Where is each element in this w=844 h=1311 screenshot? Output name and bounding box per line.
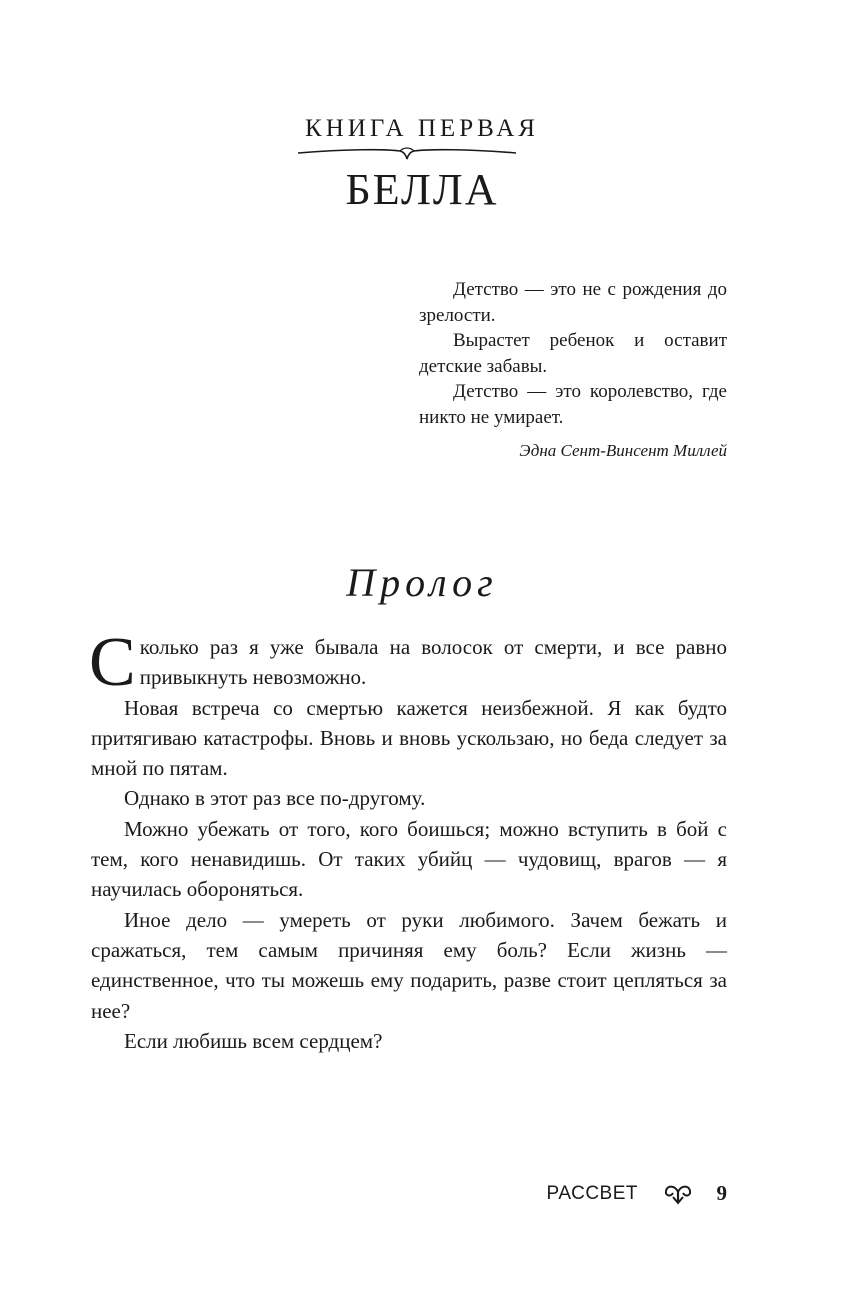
- epigraph-line: Вырастет ребенок и оставит детские забавы.: [419, 330, 727, 377]
- body-paragraph: Новая встреча со смертью кажется неизбежной. Я как будто притягиваю катастрофы. Вновь и вновь ускользаю, но беда следует за мной по пятам.: [91, 695, 727, 781]
- chapter-title: Пролог: [346, 560, 498, 605]
- epigraph-line: Детство — это не с рождения до зрелости.: [419, 279, 727, 326]
- book-part-label: КНИГА ПЕРВАЯ: [305, 115, 539, 142]
- first-paragraph-text: колько раз я уже бывала на волосок от смерти, и все равно привыкнуть невозможно.: [139, 635, 727, 690]
- body-paragraph: [89, 624, 727, 701]
- drop-cap: С: [89, 624, 136, 701]
- body-paragraph: Однако в этот раз все по-другому.: [124, 786, 426, 811]
- fleuron-icon: [663, 1183, 693, 1205]
- title-divider-ornament-icon: [296, 144, 518, 162]
- body-paragraph: Можно убежать от того, кого боишься; можно вступить в бой с тем, кого ненавидишь. От таких убийц — чудовищ, врагов — я научилась обороняться.: [91, 816, 727, 902]
- part-title: БЕЛЛА: [345, 165, 499, 214]
- body-paragraph: Иное дело — умереть от руки любимого. Зачем бежать и сражаться, тем самым причиняя ему боль? Если жизнь — единственное, что ты можешь ему подарить, разве стоит цепляться за нее?: [91, 907, 727, 1023]
- chapter-body: [89, 624, 727, 1056]
- page-footer: [500, 1178, 727, 1212]
- epigraph-attribution: Эдна Сент-Винсент Миллей: [519, 441, 727, 460]
- running-title: РАССВЕТ: [546, 1183, 638, 1204]
- body-paragraph: Если любишь всем сердцем?: [124, 1028, 383, 1053]
- epigraph: [419, 277, 727, 462]
- epigraph-line: Детство — это королевство, где никто не умирает.: [419, 381, 727, 428]
- page-number: 9: [716, 1181, 727, 1205]
